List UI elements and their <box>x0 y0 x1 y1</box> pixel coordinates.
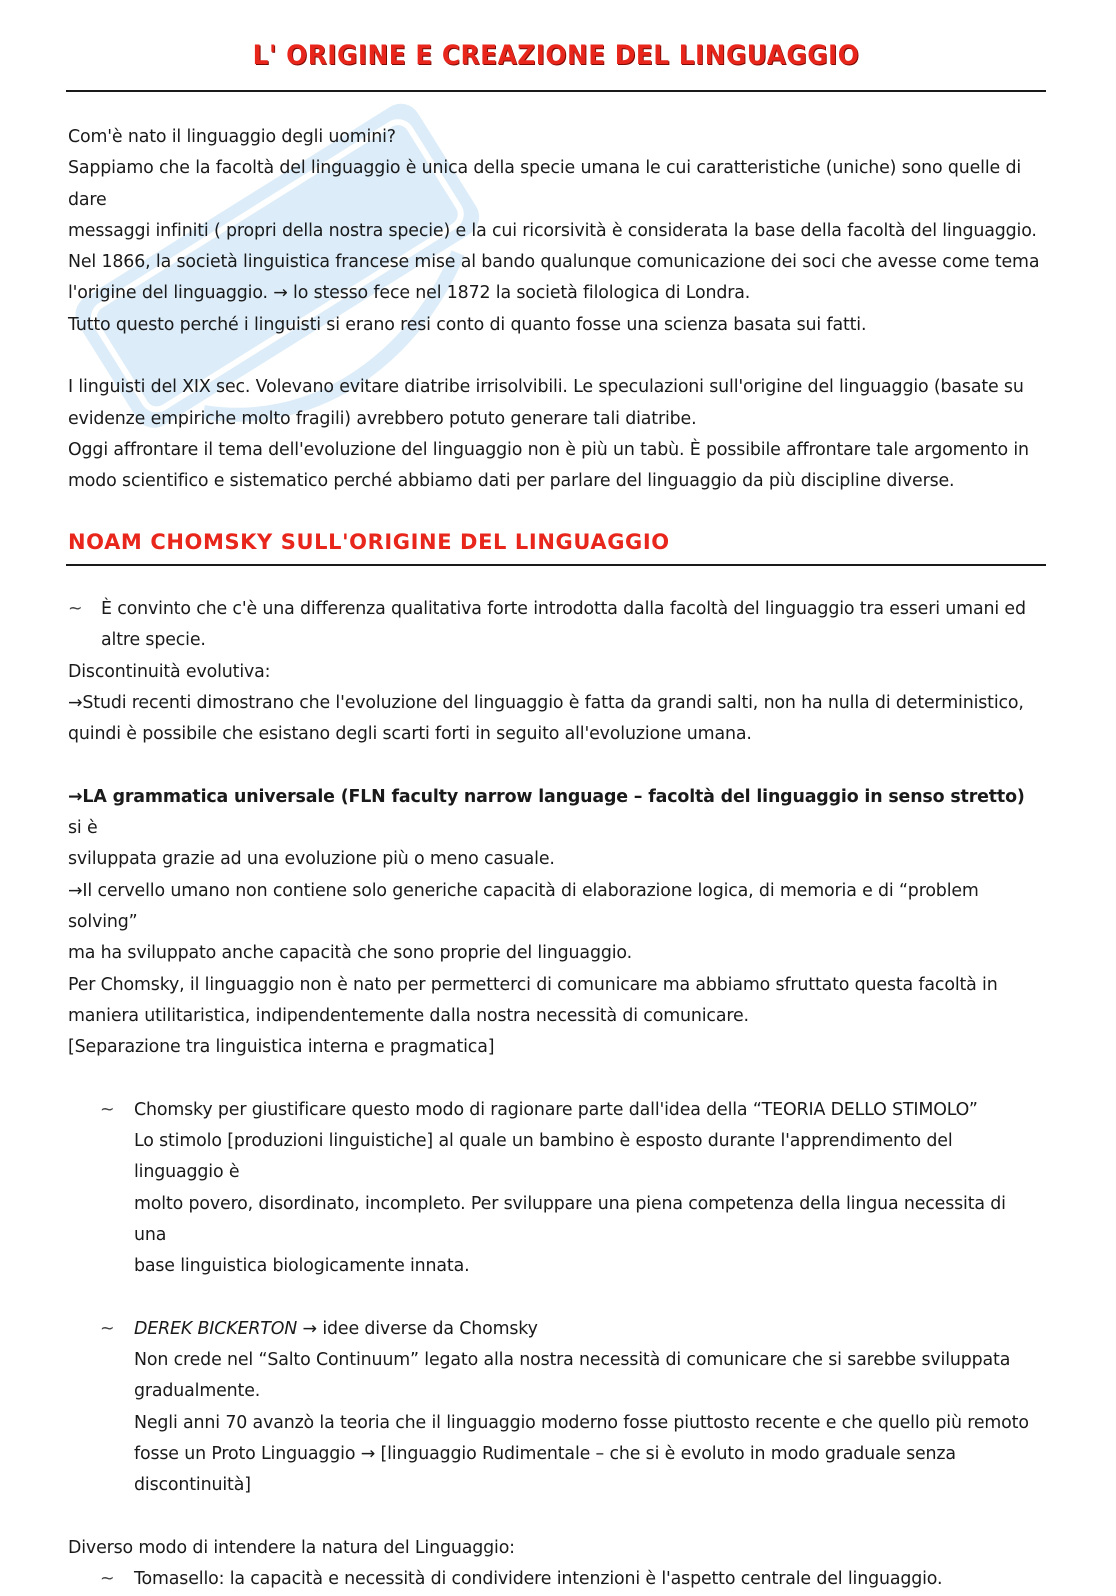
tilde-bullet-icon: ~ <box>68 599 83 619</box>
text-line: →Studi recenti dimostrano che l'evoluzione del linguaggio è fatta da grandi salti, non ha nulla di deterministico, <box>68 692 1024 713</box>
title-divider <box>66 90 1046 92</box>
document-title: L' ORIGINE E CREAZIONE DEL LINGUAGGIO <box>252 40 860 71</box>
text-line: altre specie. <box>101 630 206 651</box>
intro-line: messaggi infiniti ( propri della nostra specie) e la cui ricorsività è considerata la base della facoltà del linguaggio. <box>68 220 1037 241</box>
text-line <box>134 1314 1043 1345</box>
text-line: Discontinuità evolutiva: <box>68 661 271 682</box>
text-line: [Separazione tra linguistica interna e pragmatica] <box>68 1037 495 1058</box>
intro-line: Sappiamo che la facoltà del linguaggio è unica della specie umana le cui caratteristiche (uniche) sono quelle di dare <box>68 158 1022 210</box>
text-line: quindi è possibile che esistano degli scarti forti in seguito all'evoluzione umana. <box>68 724 752 745</box>
text-line: fosse un Proto Linguaggio → [linguaggio Rudimentale – che si è evoluto in modo graduale senza <box>134 1444 956 1465</box>
intro-line: Com'è nato il linguaggio degli uomini? <box>68 127 396 147</box>
section-heading: NOAM CHOMSKY SULL'ORIGINE DEL LINGUAGGIO <box>68 530 670 554</box>
intro-line: modo scientifico e sistematico perché abbiamo dati per parlare del linguaggio da più discipline diverse. <box>68 471 955 492</box>
section-divider <box>66 564 1046 566</box>
text-fragment: si è <box>68 818 98 839</box>
text-line: Per Chomsky, il linguaggio non è nato per permetterci di comunicare ma abbiamo sfruttato questa facoltà in <box>68 974 998 995</box>
bold-phrase: →LA grammatica universale (FLN faculty narrow language – facoltà del linguaggio in senso stretto) <box>68 786 1025 807</box>
intro-line: Tutto questo perché i linguisti si erano resi conto di quanto fosse una scienza basata sui fatti. <box>68 314 867 335</box>
text-line: Negli anni 70 avanzò la teoria che il linguaggio moderno fosse piuttosto recente e che quello più remoto <box>134 1412 1029 1433</box>
tilde-bullet-icon: ~ <box>100 1099 115 1120</box>
text-line: →Il cervello umano non contiene solo generiche capacità di elaborazione logica, di memoria e di “problem solving” <box>68 880 979 932</box>
text-line: È convinto che c'è una differenza qualitativa forte introdotta dalla facoltà del linguaggio tra esseri umani ed <box>101 599 1026 619</box>
bullet-item <box>68 1564 1043 1595</box>
text-line: gradualmente. <box>134 1381 261 1402</box>
author-name: DEREK BICKERTON <box>134 1318 298 1339</box>
text-line: Tomasello: la capacità e necessità di condividere intenzioni è l'aspetto centrale del linguaggio. <box>134 1569 943 1590</box>
intro-line: Oggi affrontare il tema dell'evoluzione del linguaggio non è più un tabù. È possibile affrontare tale argomento in <box>68 439 1029 460</box>
intro-line: evidenze empiriche molto fragili) avrebbero potuto generare tali diatribe. <box>68 408 697 429</box>
text-line: Lo stimolo [produzioni linguistiche] al quale un bambino è esposto durante l'apprendimento del linguaggio è <box>134 1131 953 1183</box>
tilde-bullet-icon: ~ <box>100 1318 115 1339</box>
text-line: base linguistica biologicamente innata. <box>134 1256 470 1277</box>
text-line: molto povero, disordinato, incompleto. Per sviluppare una piena competenza della lingua necessita di una <box>134 1193 1006 1245</box>
text-line: Chomsky per giustificare questo modo di ragionare parte dall'idea della “TEORIA DELLO STIMOLO” <box>134 1099 978 1120</box>
intro-line: l'origine del linguaggio. → lo stesso fece nel 1872 la società filologica di Londra. <box>68 283 751 304</box>
tilde-bullet-icon: ~ <box>100 1569 115 1590</box>
text-line: sviluppata grazie ad una evoluzione più o meno casuale. <box>68 849 555 870</box>
chomsky-section <box>68 594 1043 1596</box>
text-line: ma ha sviluppato anche capacità che sono proprie del linguaggio. <box>68 943 632 964</box>
intro-line: Nel 1866, la società linguistica francese mise al bando qualunque comunicazione dei soci che avesse come tema <box>68 252 1040 273</box>
bullet-item <box>68 1095 1043 1283</box>
bullet-item <box>68 1314 1043 1502</box>
text-line: discontinuità] <box>134 1475 251 1496</box>
text-line: Diverso modo di intendere la natura del Linguaggio: <box>68 1537 515 1558</box>
bullet-item <box>68 594 1043 657</box>
intro-section <box>68 122 1043 498</box>
text-line <box>68 782 1043 845</box>
text-fragment: → idee diverse da Chomsky <box>297 1318 538 1339</box>
text-line: maniera utilitaristica, indipendentemente dalla nostra necessità di comunicare. <box>68 1005 749 1026</box>
intro-line: I linguisti del XIX sec. Volevano evitare diatribe irrisolvibili. Le speculazioni sull'origine del linguaggio (basate su <box>68 377 1024 398</box>
text-line: Non crede nel “Salto Continuum” legato alla nostra necessità di comunicare che si sarebbe sviluppata <box>134 1350 1011 1371</box>
